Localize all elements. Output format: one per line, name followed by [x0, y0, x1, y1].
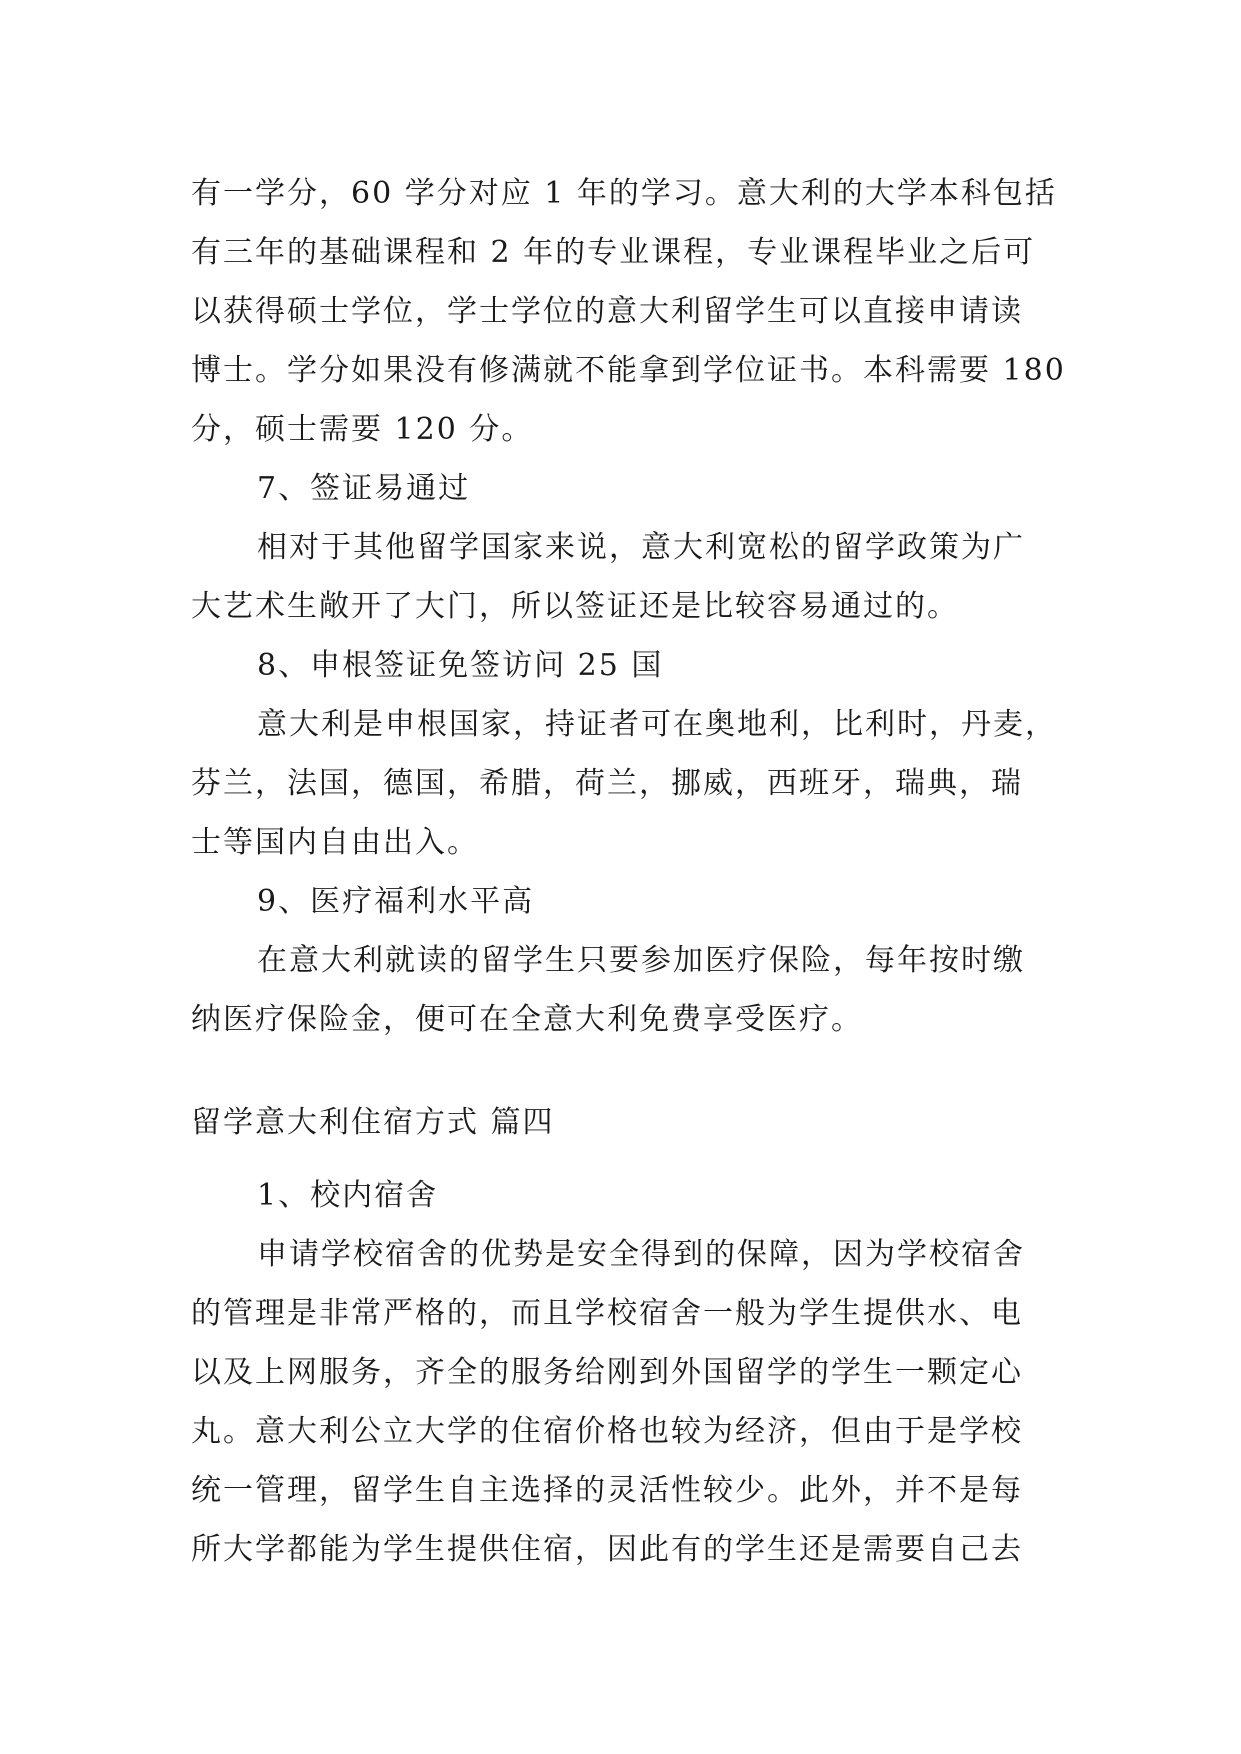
paragraph-line: 大艺术生敞开了大门，所以签证还是比较容易通过的。 [191, 589, 959, 624]
section-4-item-1 [191, 1166, 1053, 1579]
paragraph-line: 相对于其他留学国家来说，意大利宽松的留学政策为广 [257, 530, 1025, 565]
paragraph-line: 统一管理，留学生自主选择的灵活性较少。此外，并不是每 [191, 1473, 1023, 1508]
item-heading: 8、申根签证免签访问 25 国 [257, 648, 664, 683]
paragraph-line: 纳医疗保险金，便可在全意大利免费享受医疗。 [191, 1002, 863, 1037]
item-heading: 7、签证易通过 [257, 471, 471, 506]
paragraph-line: 丸。意大利公立大学的住宿价格也较为经济，但由于是学校 [191, 1414, 1023, 1449]
paragraph-line: 博士。学分如果没有修满就不能拿到学位证书。本科需要 180 [191, 353, 1066, 388]
paragraph-line: 在意大利就读的留学生只要参加医疗保险，每年按时缴 [257, 943, 1025, 978]
paragraph-line: 的管理是非常严格的，而且学校宿舍一般为学生提供水、电 [191, 1296, 1023, 1331]
paragraph-line: 申请学校宿舍的优势是安全得到的保障，因为学校宿舍 [257, 1237, 1025, 1272]
paragraph-line: 士等国内自由出入。 [191, 825, 479, 860]
section-title: 留学意大利住宿方式 篇四 [191, 1105, 555, 1140]
paragraph-line: 有三年的基础课程和 2 年的专业课程，专业课程毕业之后可 [191, 235, 1036, 270]
paragraph-continuation [191, 164, 1066, 459]
paragraph-line: 芬兰，法国，德国，希腊，荷兰，挪威，西班牙，瑞典，瑞 [191, 766, 1023, 801]
paragraph-line: 意大利是申根国家，持证者可在奥地利，比利时，丹麦， [257, 707, 1057, 742]
item-heading: 9、医疗福利水平高 [257, 884, 535, 919]
item-heading: 1、校内宿舍 [257, 1178, 439, 1213]
item-8 [191, 636, 1057, 872]
paragraph-line: 有一学分，60 学分对应 1 年的学习。意大利的大学本科包括 [191, 176, 1057, 211]
paragraph-line: 所大学都能为学生提供住宿，因此有的学生还是需要自己去 [191, 1532, 1023, 1567]
paragraph-line: 以获得硕士学位，学士学位的意大利留学生可以直接申请读 [191, 294, 1023, 329]
paragraph-line: 以及上网服务，齐全的服务给刚到外国留学的学生一颗定心 [191, 1355, 1023, 1390]
item-7 [191, 459, 1053, 636]
paragraph-line: 分，硕士需要 120 分。 [191, 412, 534, 447]
section-4 [191, 1093, 1053, 1152]
item-9 [191, 872, 1053, 1049]
